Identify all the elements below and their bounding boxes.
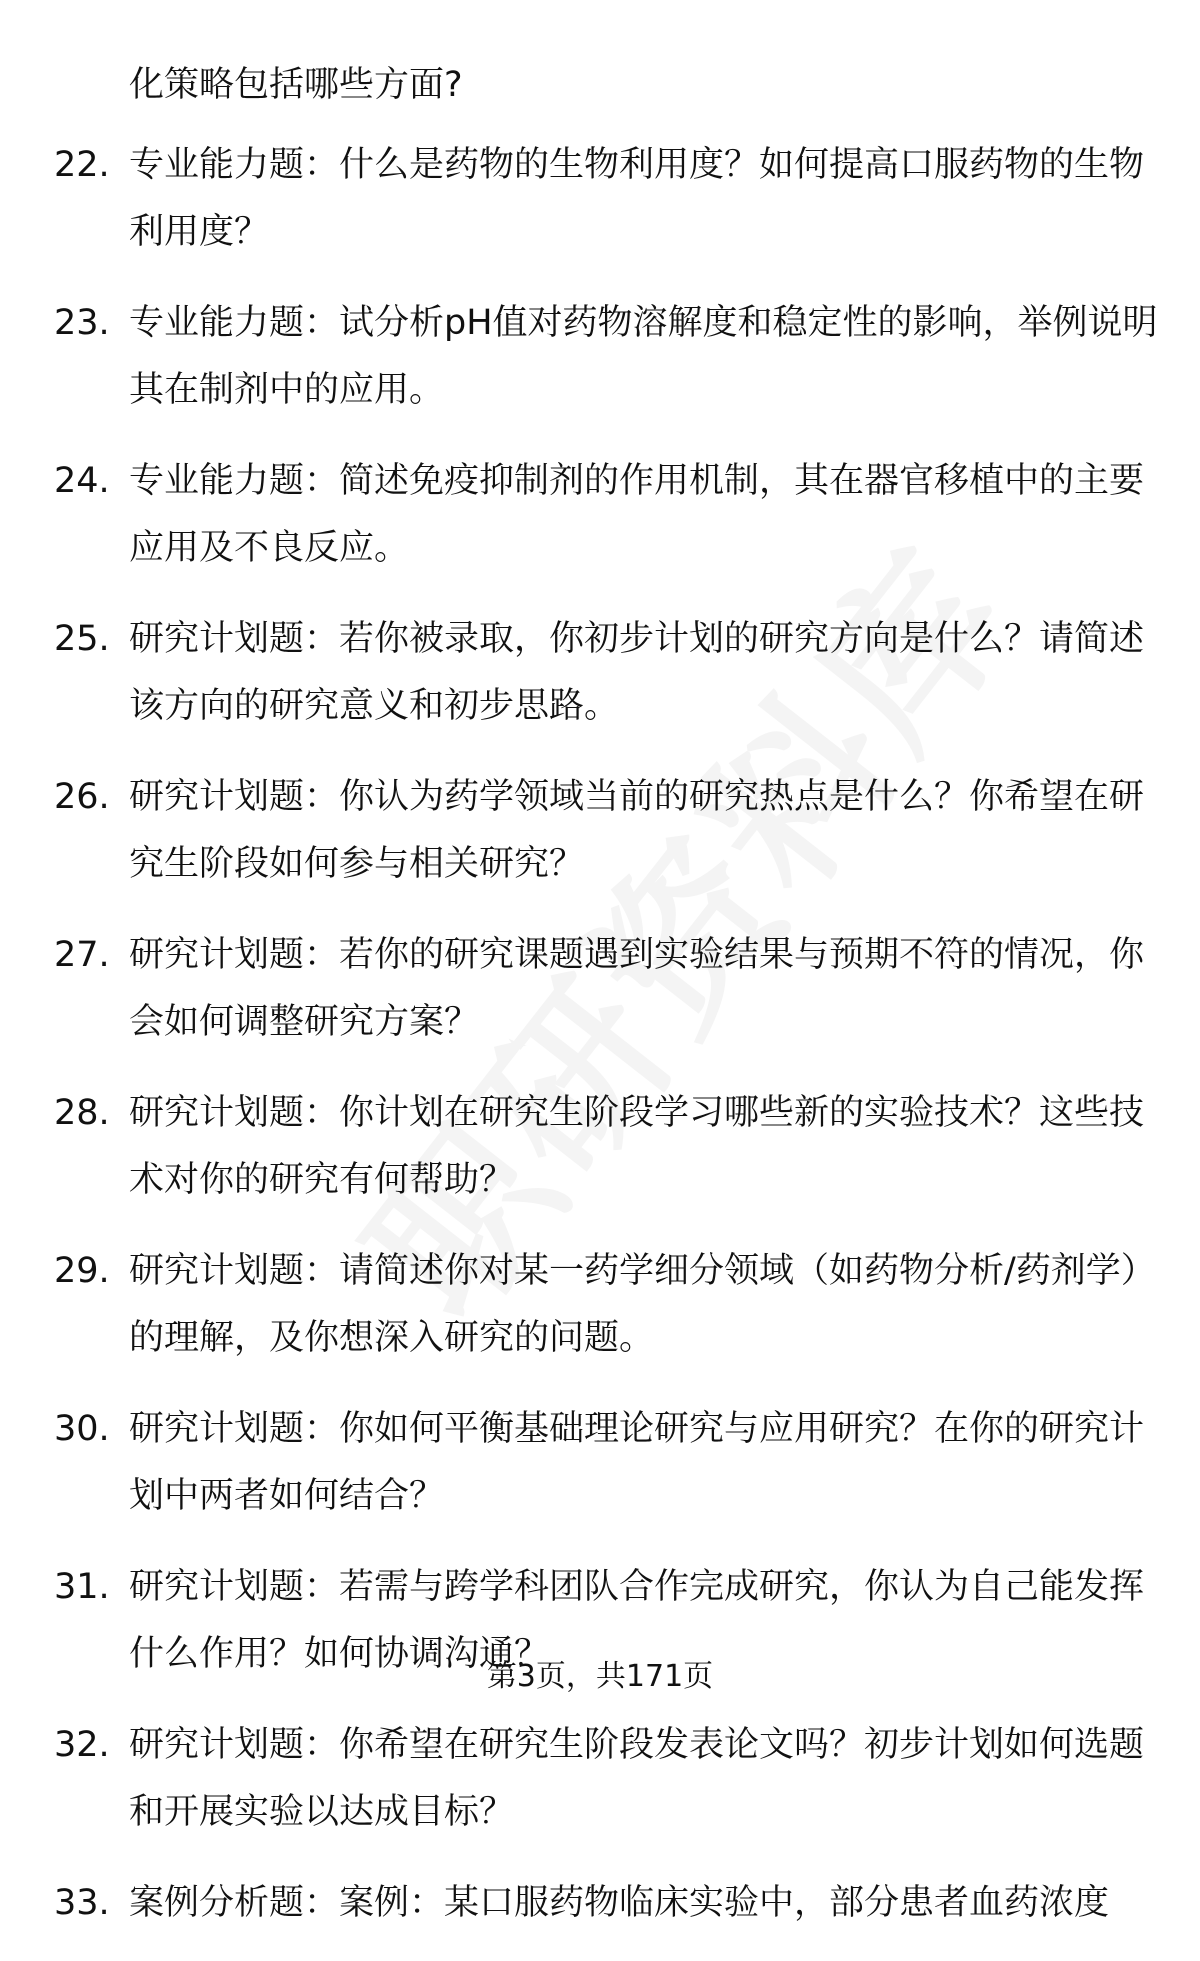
item-number: 23. xyxy=(54,303,110,343)
item-text: 研究计划题：请简述你对某一药学细分领域（如药物分析/药剂学）的理解，及你想深入研究的问题。 xyxy=(129,1251,1156,1358)
item-text: 研究计划题：你希望在研究生阶段发表论文吗？初步计划如何选题和开展实验以达成目标？ xyxy=(129,1725,1145,1832)
list-item xyxy=(0,290,1200,424)
item-number: 26. xyxy=(54,777,110,817)
item-text: 案例分析题：案例：某口服药物临床实验中，部分患者血药浓度 xyxy=(129,1883,1110,1923)
item-text: 研究计划题：若需与跨学科团队合作完成研究，你认为自己能发挥什么作用？如何协调沟通？ xyxy=(129,1567,1145,1674)
item-number: 27. xyxy=(54,935,110,975)
list-item xyxy=(0,448,1200,582)
item-text: 研究计划题：你如何平衡基础理论研究与应用研究？在你的研究计划中两者如何结合？ xyxy=(129,1409,1145,1516)
item-text: 研究计划题：若你被录取，你初步计划的研究方向是什么？请简述该方向的研究意义和初步思路。 xyxy=(129,619,1145,726)
list-item xyxy=(0,764,1200,898)
item-number: 24. xyxy=(54,461,110,501)
list-item xyxy=(0,1238,1200,1372)
item-number: 33. xyxy=(54,1883,110,1923)
continuation-text: 化策略包括哪些方面? xyxy=(129,65,463,105)
list-item xyxy=(0,1712,1200,1846)
item-number: 28. xyxy=(54,1093,110,1133)
item-number: 31. xyxy=(54,1567,110,1607)
item-text: 研究计划题：若你的研究课题遇到实验结果与预期不符的情况，你会如何调整研究方案？ xyxy=(129,935,1145,1042)
item-number: 30. xyxy=(54,1409,110,1449)
list-item xyxy=(0,1870,1200,1937)
item-text: 专业能力题：试分析pH值对药物溶解度和稳定性的影响，举例说明其在制剂中的应用。 xyxy=(129,303,1158,410)
list-item xyxy=(0,922,1200,1056)
item-number: 22. xyxy=(54,145,110,185)
list-item xyxy=(0,1396,1200,1530)
item-number: 32. xyxy=(54,1725,110,1765)
list-item xyxy=(0,132,1200,266)
item-number: 25. xyxy=(54,619,110,659)
page-footer: 第3页，共171页 xyxy=(486,1659,714,1694)
item-number: 29. xyxy=(54,1251,110,1291)
item-text: 专业能力题：什么是药物的生物利用度？如何提高口服药物的生物利用度？ xyxy=(129,145,1145,252)
list-item xyxy=(0,606,1200,740)
item-text: 研究计划题：你计划在研究生阶段学习哪些新的实验技术？这些技术对你的研究有何帮助？ xyxy=(129,1093,1145,1200)
item-text: 研究计划题：你认为药学领域当前的研究热点是什么？你希望在研究生阶段如何参与相关研究？ xyxy=(129,777,1145,884)
list-item xyxy=(0,1080,1200,1214)
item-text: 专业能力题：简述免疫抑制剂的作用机制，其在器官移植中的主要应用及不良反应。 xyxy=(129,461,1145,568)
